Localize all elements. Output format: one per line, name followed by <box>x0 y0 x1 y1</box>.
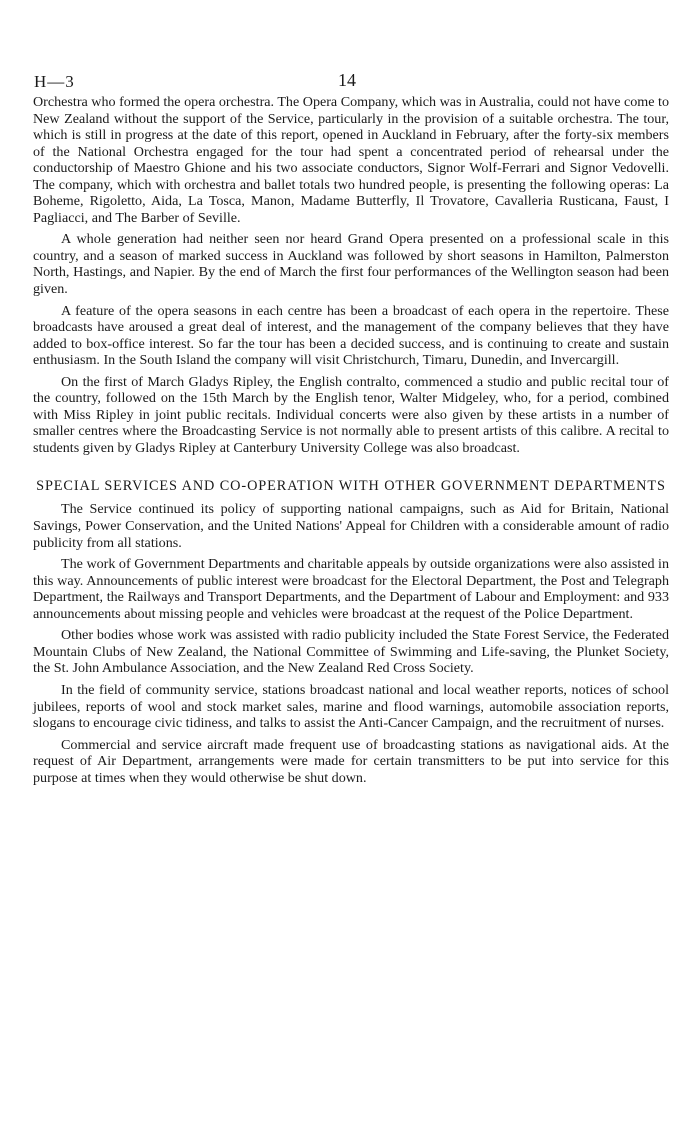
paragraph: Orchestra who formed the opera orchestra. The Opera Company, which was in Australia, could not have come to New Zealand without the support of the Service, particularly in the provision of a suitable orchestra. The tour, which is still in progress at the date of this report, opened in Auckland in February, after the forty-six members of the National Orchestra engaged for the tour had spent a concentrated period of rehearsal under the conductorship of Maestro Ghione and his two associate conductors, Signor Wolf-Ferrari and Signor Vedovelli. The company, which with orchestra and ballet totals two hundred people, is presenting the following operas: La Boheme, Rigoletto, Aida, La Tosca, Manon, Madame Butterfly, Il Trovatore, Cavalleria Rusticana, Faust, I Pagliacci, and The Barber of Seville. <box>33 94 669 226</box>
paragraph: On the first of March Gladys Ripley, the English contralto, commenced a studio and public recital tour of the country, followed on the 15th March by the English tenor, Walter Midgeley, who, for a period, combined with Miss Ripley in joint public recitals. Individual concerts were also given by these artists in a number of smaller centres where the Broadcasting Service is not normally able to present artists of this calibre. A recital to students given by Gladys Ripley at Canterbury University College was also broadcast. <box>33 373 669 456</box>
document-reference: H—3 <box>34 72 75 91</box>
paragraph: A whole generation had neither seen nor heard Grand Opera presented on a professional scale in this country, and a season of marked success in Auckland was followed by short seasons in Hamilton, Palmerston North, Hastings, and Napier. By the end of March the first four performances of the Wellington season had been given. <box>33 231 669 298</box>
paragraph: The Service continued its policy of supporting national campaigns, such as Aid for Britain, National Savings, Power Conservation, and the United Nations' Appeal for Children with a considerable amount of radio publicity from all stations. <box>33 501 669 551</box>
paragraph: A feature of the opera seasons in each centre has been a broadcast of each opera in the repertoire. These broadcasts have aroused a great deal of interest, and the management of the company believes that they have added to box-office interest. So far the tour has been a decided success, and is continuing to create and sustain enthusiasm. In the South Island the company will visit Christchurch, Timaru, Dunedin, and Invercargill. <box>33 302 669 369</box>
section-heading: SPECIAL SERVICES AND CO-OPERATION WITH OTHER GOVERNMENT DEPARTMENTS <box>36 478 666 495</box>
page-number: 14 <box>338 70 356 90</box>
paragraph: Other bodies whose work was assisted with radio publicity included the State Forest Service, the Federated Mountain Clubs of New Zealand, the National Committee of Swimming and Life-saving, the Plunket Society, the St. John Ambulance Association, and the New Zealand Red Cross Society. <box>33 627 669 677</box>
page-header <box>28 70 678 92</box>
paragraph: The work of Government Departments and charitable appeals by outside organizations were also assisted in this way. Announcements of public interest were broadcast for the Electoral Department, the Post and Telegraph Department, the Railways and Transport Departments, and the Department of Labour and Employment: and 933 announcements about missing people and vehicles were broadcast at the request of the Police Department. <box>33 556 669 622</box>
paragraph: In the field of community service, stations broadcast national and local weather reports, notices of school jubilees, reports of wool and stock market sales, marine and flood warnings, automobile association reports, slogans to encourage civic tidiness, and talks to assist the Anti-Cancer Campaign, and the recruitment of nurses. <box>33 681 669 732</box>
document-body <box>33 94 669 791</box>
paragraph: Commercial and service aircraft made frequent use of broadcasting stations as navigational aids. At the request of Air Department, arrangements were made for certain transmitters to be put into service for this purpose at times when they would otherwise be shut down. <box>33 736 669 786</box>
